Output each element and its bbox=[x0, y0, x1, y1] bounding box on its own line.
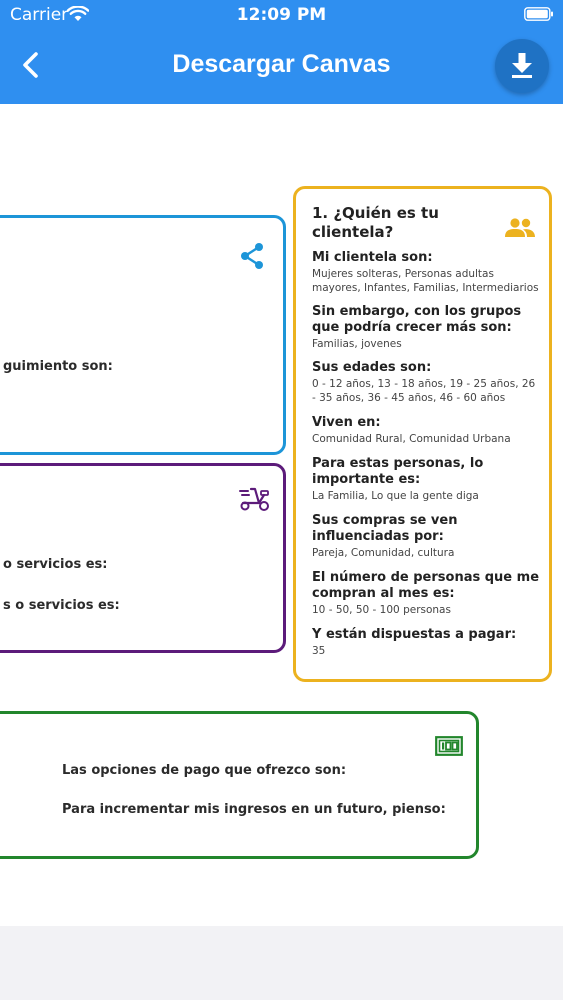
clientele-section bbox=[312, 415, 542, 446]
section-value: Comunidad Rural, Comunidad Urbana bbox=[312, 433, 511, 445]
carrier-label: Carrier bbox=[10, 5, 69, 25]
section-label: El número de personas que me compran al mes es: bbox=[312, 570, 540, 601]
clientele-section bbox=[312, 360, 542, 405]
people-icon bbox=[504, 217, 536, 239]
clientele-section bbox=[312, 627, 542, 658]
section-label: Sus compras se ven influenciadas por: bbox=[312, 513, 458, 544]
section-label: Sin embargo, con los grupos que podría crecer más son: bbox=[312, 304, 522, 335]
services-label-2: s o servicios es: bbox=[3, 598, 120, 613]
status-bar bbox=[0, 0, 563, 30]
section-value: Pareja, Comunidad, cultura bbox=[312, 547, 455, 559]
section-label: Mi clientela son: bbox=[312, 250, 433, 265]
clock-label: 12:09 PM bbox=[236, 5, 327, 25]
revenue-card bbox=[0, 711, 479, 859]
money-bill-icon bbox=[435, 736, 463, 756]
relationships-card bbox=[0, 215, 286, 455]
clientele-title: 1. ¿Quién es tu clientela? bbox=[312, 204, 439, 241]
download-button[interactable] bbox=[495, 39, 549, 93]
section-label: Y están dispuestas a pagar: bbox=[312, 627, 517, 642]
battery-icon bbox=[524, 7, 554, 21]
share-icon bbox=[239, 242, 265, 270]
delivery-scooter-icon bbox=[237, 486, 271, 512]
clientele-section bbox=[312, 304, 542, 351]
section-value: 35 bbox=[312, 645, 326, 657]
page-title: Descargar Canvas bbox=[172, 50, 391, 78]
channels-card bbox=[0, 463, 286, 653]
clientele-section bbox=[312, 250, 542, 295]
section-value: Familias, jovenes bbox=[312, 338, 402, 350]
app-bar bbox=[0, 0, 563, 104]
payment-options-label: Las opciones de pago que ofrezco son: bbox=[62, 763, 347, 778]
clientele-section bbox=[312, 513, 542, 560]
future-income-label: Para incrementar mis ingresos en un futuro, pienso: bbox=[62, 802, 446, 817]
download-icon bbox=[509, 52, 535, 80]
section-value: 10 - 50, 50 - 100 personas bbox=[312, 604, 451, 616]
clientele-section bbox=[312, 456, 542, 503]
section-label: Viven en: bbox=[312, 415, 381, 430]
section-label: Sus edades son: bbox=[312, 360, 432, 375]
section-value: Mujeres solteras, Personas adultas mayores, Infantes, Familias, Intermediarios bbox=[312, 268, 539, 294]
clientele-section bbox=[312, 570, 542, 617]
section-label: Para estas personas, lo importante es: bbox=[312, 456, 484, 487]
services-label-1: o servicios es: bbox=[3, 557, 108, 572]
clientele-card bbox=[293, 186, 552, 682]
followup-label: guimiento son: bbox=[3, 359, 113, 374]
section-value: 0 - 12 años, 13 - 18 años, 19 - 25 años, 26 - 35 años, 36 - 45 años, 46 - 60 años bbox=[312, 378, 536, 404]
bottom-area bbox=[0, 926, 563, 1000]
section-value: La Familia, Lo que la gente diga bbox=[312, 490, 479, 502]
